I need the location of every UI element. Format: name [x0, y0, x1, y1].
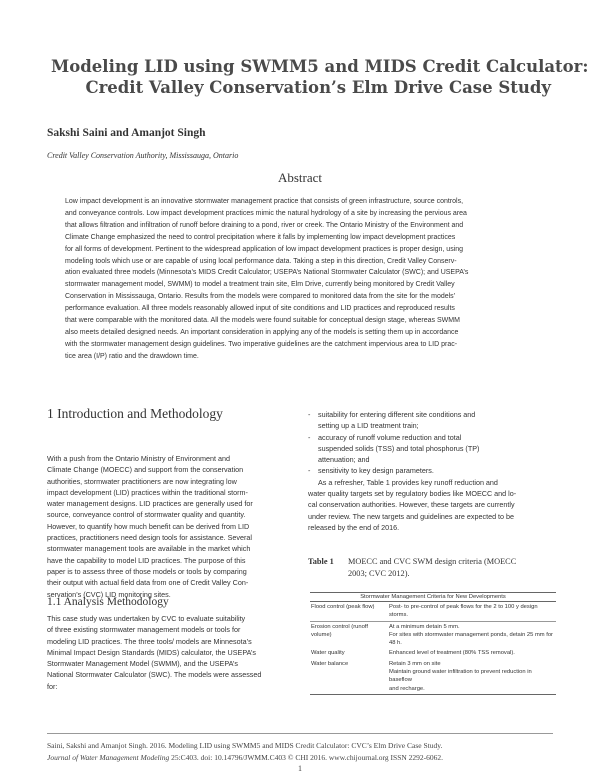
analysis-methodology-body	[47, 613, 293, 692]
table-row	[310, 602, 556, 622]
abstract-line: also meets detailed designed needs. An important consideration in applying any of the models is setting them up in accordance	[65, 328, 459, 336]
table-label: Table 1	[308, 557, 334, 566]
table-row	[310, 659, 556, 695]
table-caption-line-2: 2003; CVC 2012).	[348, 569, 410, 578]
section-heading-introduction: 1 Introduction and Methodology	[47, 406, 223, 421]
table-row-key: Erosion control (runoff volume)	[311, 623, 368, 638]
bullet-continuation: attenuation; and	[318, 455, 370, 465]
body-line: water quality targets set by regulatory bodies like MOECC and lo-	[308, 489, 517, 499]
title-line-1: Modeling LID using SWMM5 and MIDS Credit Calculator:	[51, 57, 589, 76]
body-line: This case study was undertaken by CVC to evaluate suitability	[47, 614, 246, 623]
body-line: With a push from the Ontario Ministry of Environment and	[47, 454, 230, 463]
bullet-item: - accuracy of runoff volume reduction and total	[308, 432, 554, 443]
abstract-line: Conservation in Mississauga, Ontario. Results from the models were compared to monitored data from the site for the models’	[65, 293, 456, 301]
table-row	[310, 621, 556, 648]
abstract-body	[65, 196, 537, 363]
table-row-key: Water quality	[311, 650, 345, 657]
body-line: their output with actual field data from one of Credit Valley Con-	[47, 578, 249, 588]
abstract-line: ation evaluated three models (Minnesota’s MIDS Credit Calculator; USEPA’s National Stormwater Calculator (SWC); and USEPA’s	[65, 269, 469, 277]
body-line: water management designs. LID practices are generally used for	[47, 499, 253, 509]
abstract-line: for all forms of development. Pertinent to the widespread application of low impact development practices is proper design, using	[65, 245, 464, 253]
design-criteria-table	[310, 592, 556, 695]
table-caption-line-1: MOECC and CVC SWM design criteria (MOECC	[348, 557, 517, 566]
paper-title	[51, 56, 589, 98]
bullet-continuation: setting up a LID treatment train;	[318, 421, 419, 431]
body-line: cal conservation authorities. However, these targets are currently	[308, 500, 515, 510]
table-caption	[308, 556, 554, 580]
body-line: However, to quantify how much benefit can be derived from LID	[47, 521, 250, 531]
table-row-key: Water balance	[310, 659, 388, 695]
table-row	[310, 648, 556, 658]
body-line: National Stormwater Calculator (SWC). The models were assessed	[47, 670, 262, 680]
body-line: As a refresher, Table 1 provides key runoff reduction and	[318, 477, 498, 487]
abstract-line: that allows filtration and infiltration of runoff before draining to a pond, river or creek. The Ontario Ministry of the Environment and	[65, 221, 464, 229]
table-cell-line: and recharge.	[389, 685, 425, 692]
abstract-line: performance evaluation. All three models reasonably allowed input of site conditions and LID practices and reproduced results	[65, 305, 455, 313]
table-cell	[388, 621, 556, 648]
body-line: servation’s (CVC) LID monitoring sites.	[47, 589, 171, 599]
body-line: Climate Change (MOECC) and support from the conservation	[47, 465, 244, 475]
title-line-2: Credit Valley Conservation’s Elm Drive Case Study	[85, 78, 551, 97]
abstract-line: with the stormwater management design guidelines. Two imperative guidelines are the catchment impervious area to LID prac-	[65, 340, 458, 348]
body-line: authorities, stormwater practitioners are now integrating low	[47, 476, 237, 486]
body-line: have the capability to model LID practices. The purpose of this	[47, 555, 246, 565]
table-cell: Post- to pre-control of peak flows for the 2 to 100 y design storms.	[388, 602, 556, 622]
introduction-body	[47, 453, 293, 600]
abstract-line: that were comparable with the monitored data. All the models were found suitable for conceptual design stage, whereas SWMM	[65, 317, 460, 325]
body-line: Minimal Impact Design Standards (MIDS) calculator, the USEPA’s	[47, 647, 256, 657]
bullet-item: - sensitivity to key design parameters.	[308, 465, 554, 476]
body-line: modeling LID practices. The three tools/ models are Minnesota’s	[47, 636, 252, 646]
body-line: source, conveyance control of stormwater quality and quantity.	[47, 510, 246, 520]
body-line: stormwater management tools are available in the market which	[47, 544, 251, 554]
body-line: of three existing stormwater management models or tools for	[47, 625, 241, 635]
page-number: 1	[298, 764, 302, 773]
footer-divider	[47, 733, 553, 734]
table-cell	[388, 659, 556, 695]
body-line: impact development (LID) practices within the traditional storm-	[47, 487, 248, 497]
body-line: paper is to assess three of those models or tools by comparing	[47, 566, 247, 576]
table-cell-line: For sites with stormwater management ponds, detain 25 mm for	[389, 631, 553, 638]
right-column-body	[308, 409, 554, 533]
table-cell: Enhanced level of treatment (80% TSS removal).	[389, 650, 515, 657]
body-line: for:	[47, 681, 58, 691]
bullet-item: - suitability for entering different site conditions and	[308, 409, 554, 420]
citation-line-1: Saini, Sakshi and Amanjot Singh. 2016. Modeling LID using SWMM5 and MIDS Credit Calculator: CVC’s Elm Drive Case Study.	[47, 741, 443, 750]
abstract-line: tice area (I/P) ratio and the drawdown time.	[65, 352, 199, 360]
body-line: practices, practitioners need design tools for assistance. Several	[47, 533, 252, 543]
abstract-line: modeling tools which use or are capable of using local performance data. Taking a step in this direction, Credit Valley Conserv-	[65, 257, 457, 265]
table-cell-line: Retain 3 mm on site	[389, 660, 441, 667]
authors: Sakshi Saini and Amanjot Singh	[47, 127, 206, 139]
citation-journal: Journal of Water Management Modeling	[47, 753, 170, 762]
citation-details: 25:C403. doi: 10.14796/JWMM.C403 © CHI 2016. www.chijournal.org ISSN 2292-6062.	[169, 753, 444, 762]
body-line: Stormwater Management Model (SWMM), and the USEPA’s	[47, 659, 238, 669]
section-heading-analysis-methodology: 1.1 Analysis Methodology	[47, 596, 169, 608]
abstract-line: and conveyance controls. Low impact development practices mimic the natural hydrology of a site by increasing the pervious area	[65, 209, 467, 217]
body-line: released by the end of 2016.	[308, 522, 400, 532]
table-row-key: Flood control (peak flow)	[310, 602, 388, 622]
table-cell-line: Maintain ground water infiltration to prevent reduction in baseflow	[389, 669, 532, 684]
abstract-heading: Abstract	[277, 170, 323, 185]
table-header: Stormwater Management Criteria for New Developments	[310, 593, 556, 602]
bullet-continuation: suspended solids (TSS) and total phosphorus (TP)	[318, 443, 480, 453]
table-cell-line: At a minimum detain 5 mm.	[389, 623, 460, 630]
abstract-line: stormwater management model, SWMM) to model a treatment train site, Elm Drive, currently being monitored by Credit Valley	[65, 281, 455, 289]
abstract-line: Low impact development is an innovative stormwater management practice that consists of green infrastructure, source controls,	[65, 198, 464, 205]
table-cell-line: 48 h.	[389, 640, 402, 647]
body-line: under review. The new targets and guidelines are expected to be	[308, 511, 515, 521]
affiliation: Credit Valley Conservation Authority, Mississauga, Ontario	[47, 151, 239, 160]
citation-line-2	[47, 753, 443, 762]
abstract-line: Climate Change emphasized the need to control precipitation where it falls by implementing low impact development practices	[65, 233, 456, 241]
